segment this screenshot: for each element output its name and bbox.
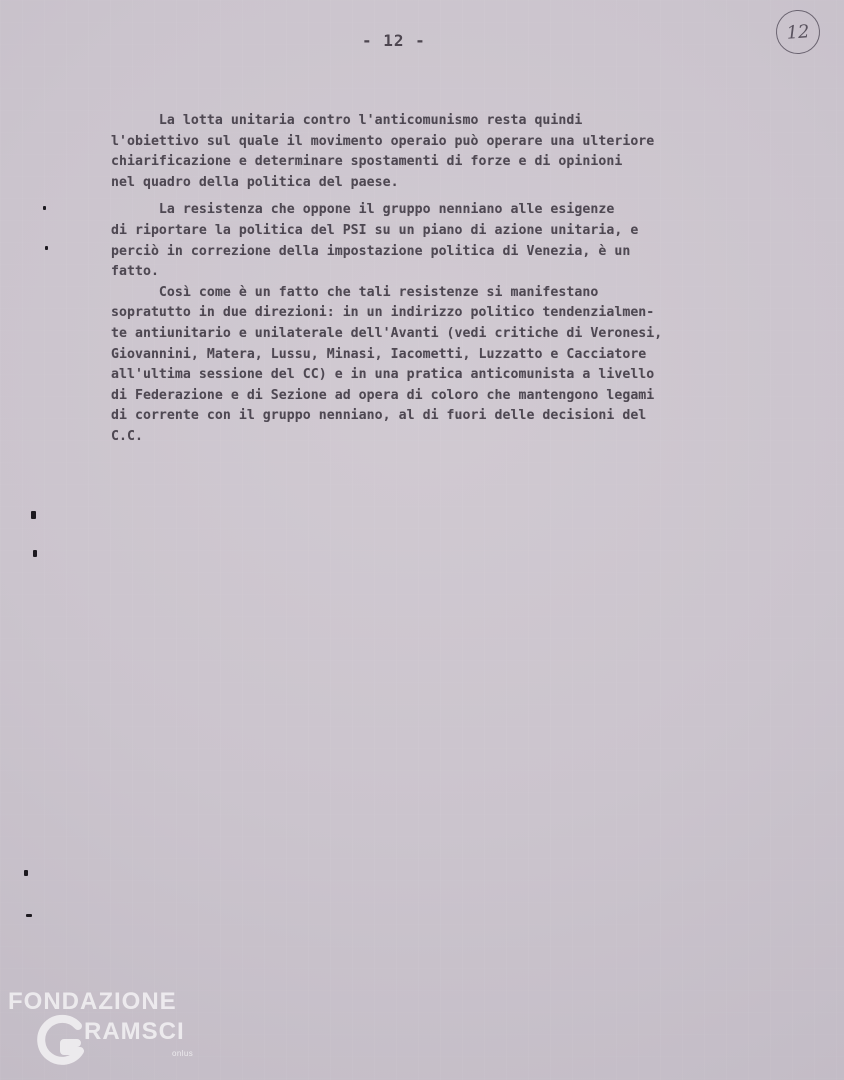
paragraph-3-line-7: di corrente con il gruppo nenniano, al di fuori delle decisioni del	[111, 408, 647, 424]
paragraph-1-line-4: nel quadro della politica del paese.	[111, 174, 399, 190]
binding-hole-mark	[26, 914, 32, 917]
paragraph-1-line-1: La lotta unitaria contro l'anticomunismo resta quindi	[111, 113, 583, 128]
binding-hole-mark	[33, 550, 37, 557]
watermark-line-1: FONDAZIONE	[8, 988, 177, 1015]
paragraph-3-line-8: C.C.	[111, 428, 143, 444]
typed-body-text	[111, 111, 801, 448]
page-number: - 12 -	[362, 31, 426, 50]
paragraph-3	[111, 283, 801, 448]
paragraph-3-line-4: Giovannini, Matera, Lussu, Minasi, Iacometti, Luzzatto e Cacciatore	[111, 346, 647, 362]
paragraph-2-line-2: di riportare la politica del PSI su un piano di azione unitaria, e	[111, 222, 639, 238]
watermark-line-2: RAMSCI	[84, 1018, 185, 1045]
paragraph-2-line-1: La resistenza che oppone il gruppo nenniano alle esigenze	[111, 202, 615, 218]
paragraph-1	[111, 111, 801, 193]
paragraph-3-line-6: di Federazione e di Sezione ad opera di coloro che mantengono legami	[111, 387, 655, 403]
paragraph-1-line-2: l'obiettivo sul quale il movimento operaio può operare una ulteriore	[111, 133, 655, 149]
binding-hole-mark	[45, 246, 48, 250]
paragraph-3-line-5: all'ultima sessione del CC) e in una pratica anticomunista a livello	[111, 367, 655, 383]
binding-hole-mark	[31, 511, 36, 519]
paragraph-1-line-3: chiarificazione e determinare spostamenti di forze e di opinioni	[111, 154, 623, 170]
paragraph-2	[111, 200, 801, 282]
paragraph-2-line-4: fatto.	[111, 264, 159, 280]
fondazione-gramsci-watermark	[8, 988, 238, 1078]
gramsci-g-logo-icon	[34, 1014, 88, 1068]
binding-hole-mark	[24, 870, 28, 876]
paragraph-3-line-1: Così come è un fatto che tali resistenze si manifestano	[111, 284, 599, 300]
binding-hole-mark	[43, 206, 46, 210]
paragraph-3-line-3: te antiunitario e unilaterale dell'Avanti (vedi critiche di Veronesi,	[111, 325, 663, 341]
archive-number-stamp: 12	[775, 9, 822, 56]
watermark-line-3: onlus	[172, 1049, 194, 1058]
paragraph-3-line-2: sopratutto in due direzioni: in un indirizzo politico tendenzialmen-	[111, 305, 655, 321]
paragraph-2-line-3: perciò in correzione della impostazione politica di Venezia, è un	[111, 243, 631, 259]
